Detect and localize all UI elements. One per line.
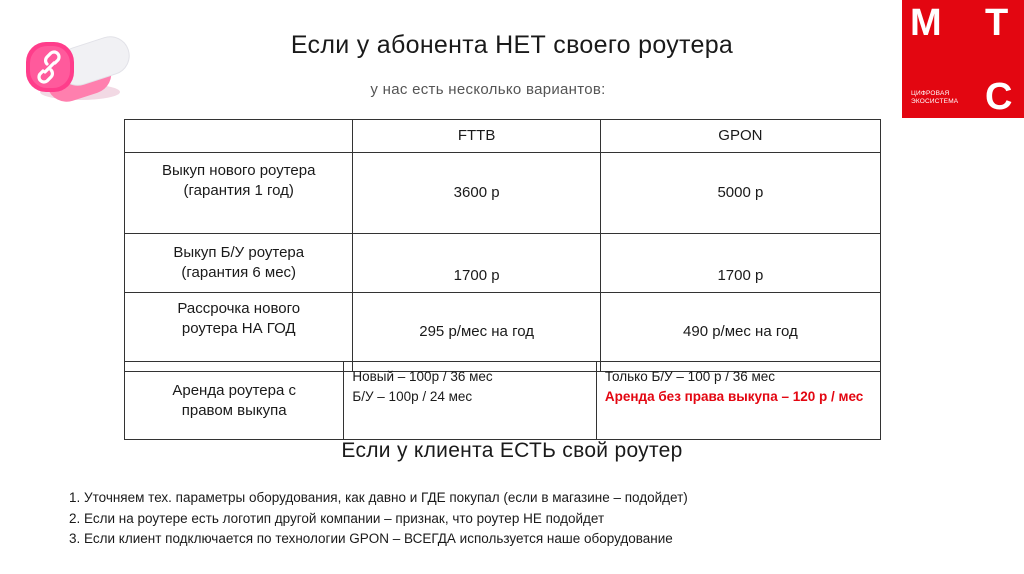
section-title: Если у клиента ЕСТЬ свой роутер [341,439,683,462]
gpon-price: 1700 р [600,234,880,293]
row-label-line: (гарантия 6 мес) [181,264,297,281]
mts-logo [902,0,1024,118]
rent-table [124,361,881,440]
rent-fttb-line: Новый – 100р / 36 мес [352,369,493,384]
logo-tagline: ЦИФРОВАЯ ЭКОСИСТЕМА [911,90,959,105]
steps-list [56,488,984,550]
rent-gpon-warning: Аренда без права выкупа – 120 р / мес [604,389,864,404]
table-header-row [125,120,881,153]
table-row [125,293,881,372]
fttb-price: 295 р/мес на год [353,293,600,372]
logo-letter-s: С [985,76,1013,118]
list-item: 1. Уточняем тех. параметры оборудования, как давно и ГДЕ покупал (если в магазине – подойдет) [84,488,984,509]
row-label-line: роутера НА ГОД [181,320,296,337]
rent-fttb-line: Б/У – 100р / 24 мес [352,389,473,404]
list-item: 3. Если клиент подключается по технологии GPON – ВСЕГДА используется наше оборудование [84,529,984,550]
page-title: Если у абонента НЕТ своего роутера [290,31,734,59]
row-label [125,293,353,372]
row-label-line: (гарантия 1 год) [183,182,294,199]
page-subtitle: у нас есть несколько вариантов: [370,81,606,98]
row-label-line: Рассрочка нового [177,300,301,317]
row-label [125,153,353,234]
pricing-table [124,119,881,372]
gpon-price: 5000 р [600,153,880,234]
row-label-line: Выкуп нового роутера [161,162,316,179]
header-cell-gpon: GPON [600,120,880,153]
fttb-price: 1700 р [353,234,600,293]
rent-label-line: правом выкупа [181,401,287,419]
rent-label-line: Аренда роутера с [172,381,296,399]
row-label [125,234,353,293]
rent-fttb-cell [344,362,597,440]
rent-gpon-line: Только Б/У – 100 р / 36 мес [604,369,776,384]
logo-letter-t: Т [985,2,1009,44]
rent-label [125,362,344,440]
header-cell-fttb: FTTB [353,120,600,153]
table-row [125,153,881,234]
fttb-price: 3600 р [353,153,600,234]
row-label-line: Выкуп Б/У роутера [173,244,305,261]
list-item: 2. Если на роутере есть логотип другой компании – признак, что роутер НЕ подойдет [84,509,984,530]
logo-letter-m: М [910,2,942,44]
gpon-price: 490 р/мес на год [600,293,880,372]
header-cell-empty [125,120,353,153]
rent-gpon-cell [596,362,880,440]
table-row [125,234,881,293]
table-row [125,362,881,440]
